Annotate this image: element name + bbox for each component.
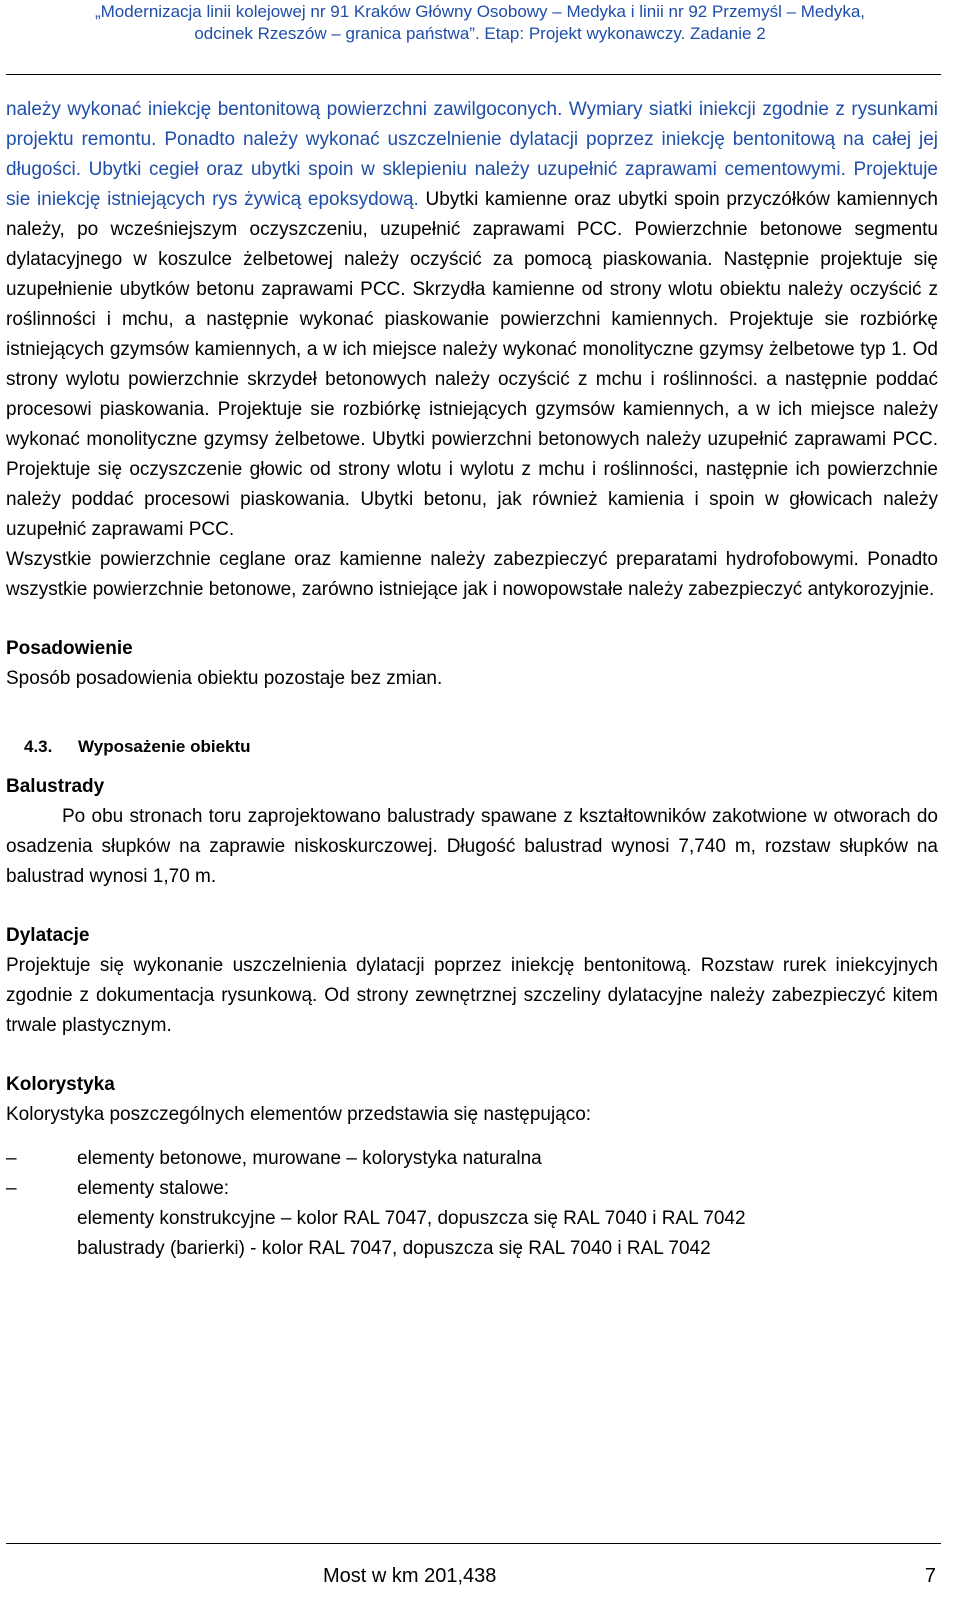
intro-blue-text: należy wykonać iniekcję bentonitową powierzchni zawilgoconych. Wymiary siatki iniekcji zgodnie z rysunkami projektu remontu. Ponadto należy wykonać uszczelnienie dylatacji poprzez iniekcję bentonitową na całej jej długości. Ubytki cegieł oraz ubytki spoin w sklepieniu należy uzupełnić zaprawami cementowymi. Projektuje sie iniekcję istniejących rys żywicą epoksydową.	[6, 99, 938, 210]
heading-dylatacje: Dylatacje	[6, 925, 90, 946]
intro-black-text: Ubytki kamienne oraz ubytki spoin przyczółków kamiennych należy, po wcześniejszym oczyszczeniu, uzupełnić zaprawami PCC. Powierzchnie betonowe segmentu dylatacyjnego w koszulce żelbetowej należy oczyścić za pomocą piaskowania. Następnie projektuje się uzupełnienie ubytków betonu zaprawami PCC. Skrzydła kamienne od strony wlotu obiektu należy oczyścić z roślinności i mchu, a następnie wykonać piaskowanie powierzchni kamiennych. Projektuje sie rozbiórkę istniejących gzymsów kamiennych, a w ich miejsce należy wykonać monolityczne gzymsy żelbetowe typ 1. Od strony wylotu powierzchnie skrzydeł betonowych należy oczyścić z mchu i roślinności. a następnie poddać procesowi piaskowania. Projektuje sie rozbiórkę istniejących gzymsów kamiennych, a w ich miejsce należy wykonać monolityczne gzymsy żelbetowe. Ubytki powierzchni betonowych należy uzupełnić zaprawami PCC. Projektuje się oczyszczenie głowic od strony wlotu i wylotu z mchu i roślinności, następnie ich powierzchnie należy poddać procesowi piaskowania. Ubytki betonu, jak również kamienia i spoin w głowicach należy uzupełnić zaprawami PCC.	[6, 189, 938, 540]
heading-posadowienie: Posadowienie	[6, 638, 133, 659]
sub-list-item: elementy konstrukcyjne – kolor RAL 7047, dopuszcza się RAL 7040 i RAL 7042	[77, 1208, 746, 1229]
section-4-3-heading	[6, 732, 938, 762]
body-paragraph-protection: Wszystkie powierzchnie ceglane oraz kamienne należy zabezpieczyć preparatami hydrofobowymi. Ponadto wszystkie powierzchnie betonowe, zarówno istniejące jak i nowopowstałe należy zabezpieczyć antykorozyjnie.	[6, 549, 938, 600]
heading-balustrady: Balustrady	[6, 776, 105, 797]
section-number: 4.3.	[24, 737, 53, 756]
balustrady-text: Po obu stronach toru zaprojektowano balustrady spawane z kształtowników zakotwione w otworach do osadzenia słupków na zaprawie niskoskurczowej. Długość balustrad wynosi 7,740 m, rozstaw słupków na balustrad wynosi 1,70 m.	[6, 806, 938, 887]
header-line-1: „Modernizacja linii kolejowej nr 91 Kraków Główny Osobowy – Medyka i linii nr 92 Przemyśl – Medyka,	[94, 2, 866, 21]
posadowienie-text: Sposób posadowienia obiektu pozostaje bez zmian.	[6, 668, 443, 689]
document-body	[6, 95, 938, 1264]
header-line-2: odcinek Rzeszów – granica państwa”. Etap: Projekt wykonawczy. Zadanie 2	[194, 24, 766, 43]
footer-title: Most w km 201,438	[323, 1565, 497, 1587]
page-number: 7	[924, 1565, 936, 1587]
footer-divider	[6, 1543, 941, 1544]
list-item	[6, 1174, 938, 1204]
kolorystyka-list	[6, 1144, 938, 1264]
page-header	[0, 0, 960, 45]
dylatacje-text: Projektuje się wykonanie uszczelnienia dylatacji poprzez iniekcję bentonitową. Rozstaw rurek iniekcyjnych zgodnie z dokumentacja rysunkową. Od strony zewnętrznej szczeliny dylatacyjne należy zabezpieczyć kitem trwale plastycznym.	[6, 955, 938, 1036]
body-paragraph-repair	[6, 95, 938, 545]
list-item	[6, 1144, 938, 1174]
list-dash: –	[6, 1178, 17, 1199]
list-dash: –	[6, 1148, 17, 1169]
list-item-text: elementy stalowe:	[77, 1178, 230, 1199]
section-title: Wyposażenie obiektu	[78, 737, 251, 756]
sub-list-item: balustrady (barierki) - kolor RAL 7047, dopuszcza się RAL 7040 i RAL 7042	[77, 1238, 711, 1259]
heading-kolorystyka: Kolorystyka	[6, 1074, 115, 1095]
list-item-text: elementy betonowe, murowane – kolorystyka naturalna	[77, 1148, 542, 1169]
kolorystyka-intro: Kolorystyka poszczególnych elementów przedstawia się następująco:	[6, 1104, 592, 1125]
header-divider	[6, 74, 941, 75]
